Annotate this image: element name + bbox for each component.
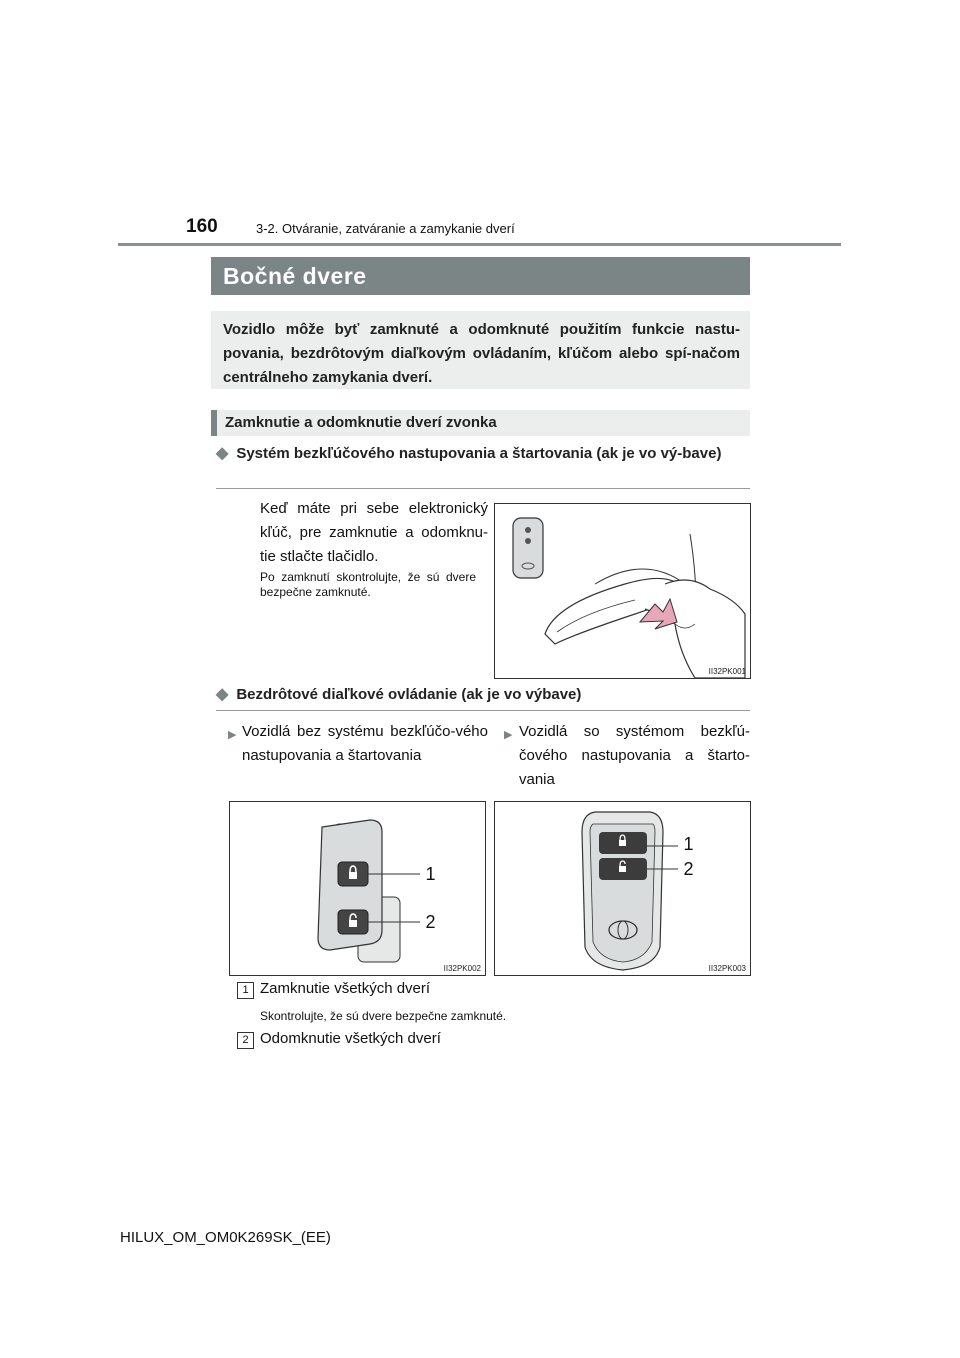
fold-key-illustration (230, 802, 485, 975)
triangle-right-icon: ▶ (228, 729, 237, 741)
col-left-text: Vozidlá bez systému bezkľúčo-vého nastupovania a štartovania (242, 723, 488, 764)
legend-num-1: 1 (237, 982, 254, 999)
figure-fold-key (229, 801, 486, 976)
col-right-text: Vozidlá so systémom bezkľú-čového nastupovania a štarto-vania (519, 723, 750, 788)
callout-2: 2 (425, 912, 436, 932)
callout-1: 1 (683, 834, 694, 854)
figure-code: II32PK001 (708, 667, 746, 676)
figure-code: II32PK002 (443, 964, 481, 973)
section-title-bar (211, 257, 750, 295)
figure-code: II32PK003 (708, 964, 746, 973)
figure-door-handle (494, 503, 751, 679)
callout-2: 2 (683, 859, 694, 879)
diamond-icon: ◆ (216, 686, 229, 703)
intro-box (211, 311, 750, 389)
note-text: Po zamknutí skontrolujte, že sú dvere bezpečne zamknuté. (260, 570, 476, 599)
item-heading-remote (216, 683, 750, 707)
page-number: 160 (186, 216, 218, 237)
legend-text-1: Zamknutie všetkých dverí (260, 980, 431, 997)
legend-text-2: Odomknutie všetkých dverí (260, 1030, 441, 1047)
item-heading-keyless-text: Systém bezkľúčového nastupovania a štartovania (ak je vo vý-bave) (236, 445, 722, 462)
subsection-title: Zamknutie a odomknutie dverí zvonka (225, 414, 497, 431)
body-text: Keď máte pri sebe elektronický kľúč, pre zamknutie a odomknu-tie stlačte tlačidlo. (260, 500, 488, 565)
triangle-right-icon: ▶ (504, 729, 513, 741)
legend-note-1: Skontrolujte, že sú dvere bezpečne zamknuté. (260, 1009, 507, 1023)
divider (216, 710, 750, 711)
intro-text: Vozidlo môže byť zamknuté a odomknuté použitím funkcie nastu-povania, bezdrôtovým diaľkovým ovládaním, kľúčom alebo spí-načom centrálneho zamykania dverí. (223, 321, 740, 386)
item-heading-remote-text: Bezdrôtové diaľkové ovládanie (ak je vo výbave) (236, 686, 582, 703)
smart-key-illustration (495, 802, 750, 975)
divider (216, 488, 750, 489)
breadcrumb: 3-2. Otváranie, zatváranie a zamykanie dverí (256, 221, 515, 236)
callout-1: 1 (425, 864, 436, 884)
legend-num-2: 2 (237, 1032, 254, 1049)
item-heading-keyless (216, 442, 750, 466)
door-handle-illustration (495, 504, 750, 678)
footer-code: HILUX_OM_OM0K269SK_(EE) (120, 1229, 331, 1246)
section-title: Bočné dvere (223, 263, 367, 289)
diamond-icon: ◆ (216, 445, 229, 462)
subsection-bar (211, 410, 750, 436)
figure-smart-key (494, 801, 751, 976)
header-divider (118, 243, 841, 246)
subsection-accent (211, 410, 217, 436)
